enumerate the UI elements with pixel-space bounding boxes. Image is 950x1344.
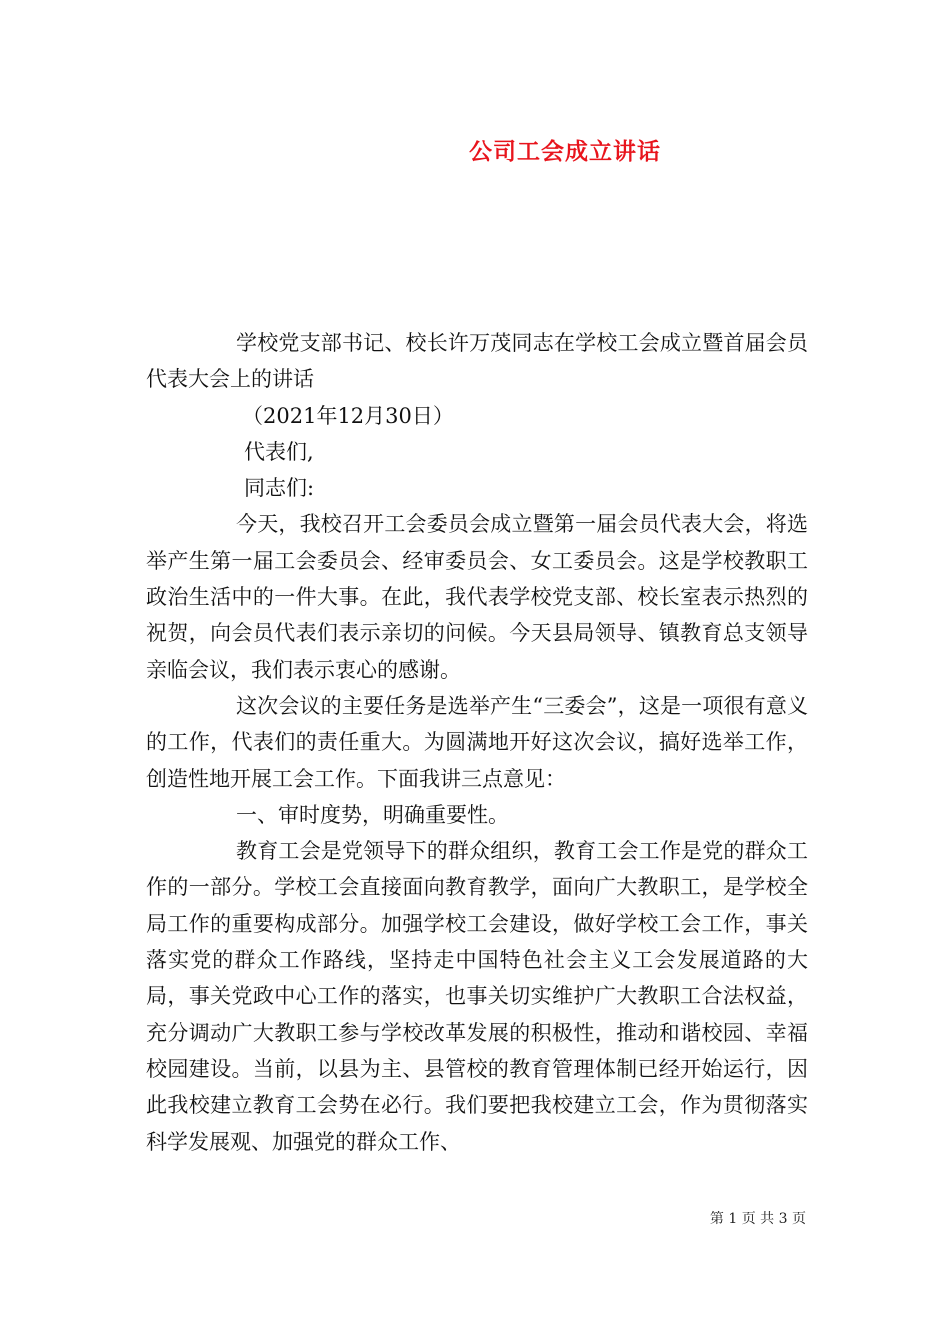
salutation-comrades: 同志们:	[244, 476, 315, 501]
salutation-delegates: 代表们,	[244, 439, 314, 464]
document-body	[146, 325, 808, 1160]
paragraph-section-1: 教育工会是党领导下的群众组织，教育工会工作是党的群众工作的一部分。学校工会直接面向教育教学，面向广大教职工，是学校全局工作的重要构成部分。加强学校工会建设，做好学校工会工作，事关落实党的群众工作路线，坚持走中国特色社会主义工会发展道路的大局，事关党政中心工作的落实，也事关切实维护广大教职工合法权益，充分调动广大教职工参与学校改革发展的积极性，推动和谐校园、幸福校园建设。当前，以县为主、县管校的教育管理体制已经开始运行，因此我校建立教育工会势在必行。我们要把我校建立工会，作为贯彻落实科学发展观、加强党的群众工作、	[146, 839, 808, 1154]
document-title: 公司工会成立讲话	[469, 139, 661, 165]
paragraph-task: 这次会议的主要任务是选举产生“三委会”，这是一项很有意义的工作，代表们的责任重大。为圆满地开好这次会议，搞好选举工作，创造性地开展工会工作。下面我讲三点意见：	[146, 693, 808, 791]
paragraph-opening: 今天，我校召开工会委员会成立暨第一届会员代表大会，将选举产生第一届工会委员会、经审委员会、女工委员会。这是学校教职工政治生活中的一件大事。在此，我代表学校党支部、校长室表示热烈的祝贺，向会员代表们表示亲切的问候。今天县局领导、镇教育总支领导亲临会议，我们表示衷心的感谢。	[146, 512, 808, 682]
section-heading-1: 一、审时度势，明确重要性。	[236, 802, 509, 827]
speech-date: （2021年12月30日）	[242, 403, 454, 428]
speech-heading: 学校党支部书记、校长许万茂同志在学校工会成立暨首届会员代表大会上的讲话	[146, 331, 808, 392]
page-number: 第 1 页 共 3 页	[709, 1211, 806, 1227]
